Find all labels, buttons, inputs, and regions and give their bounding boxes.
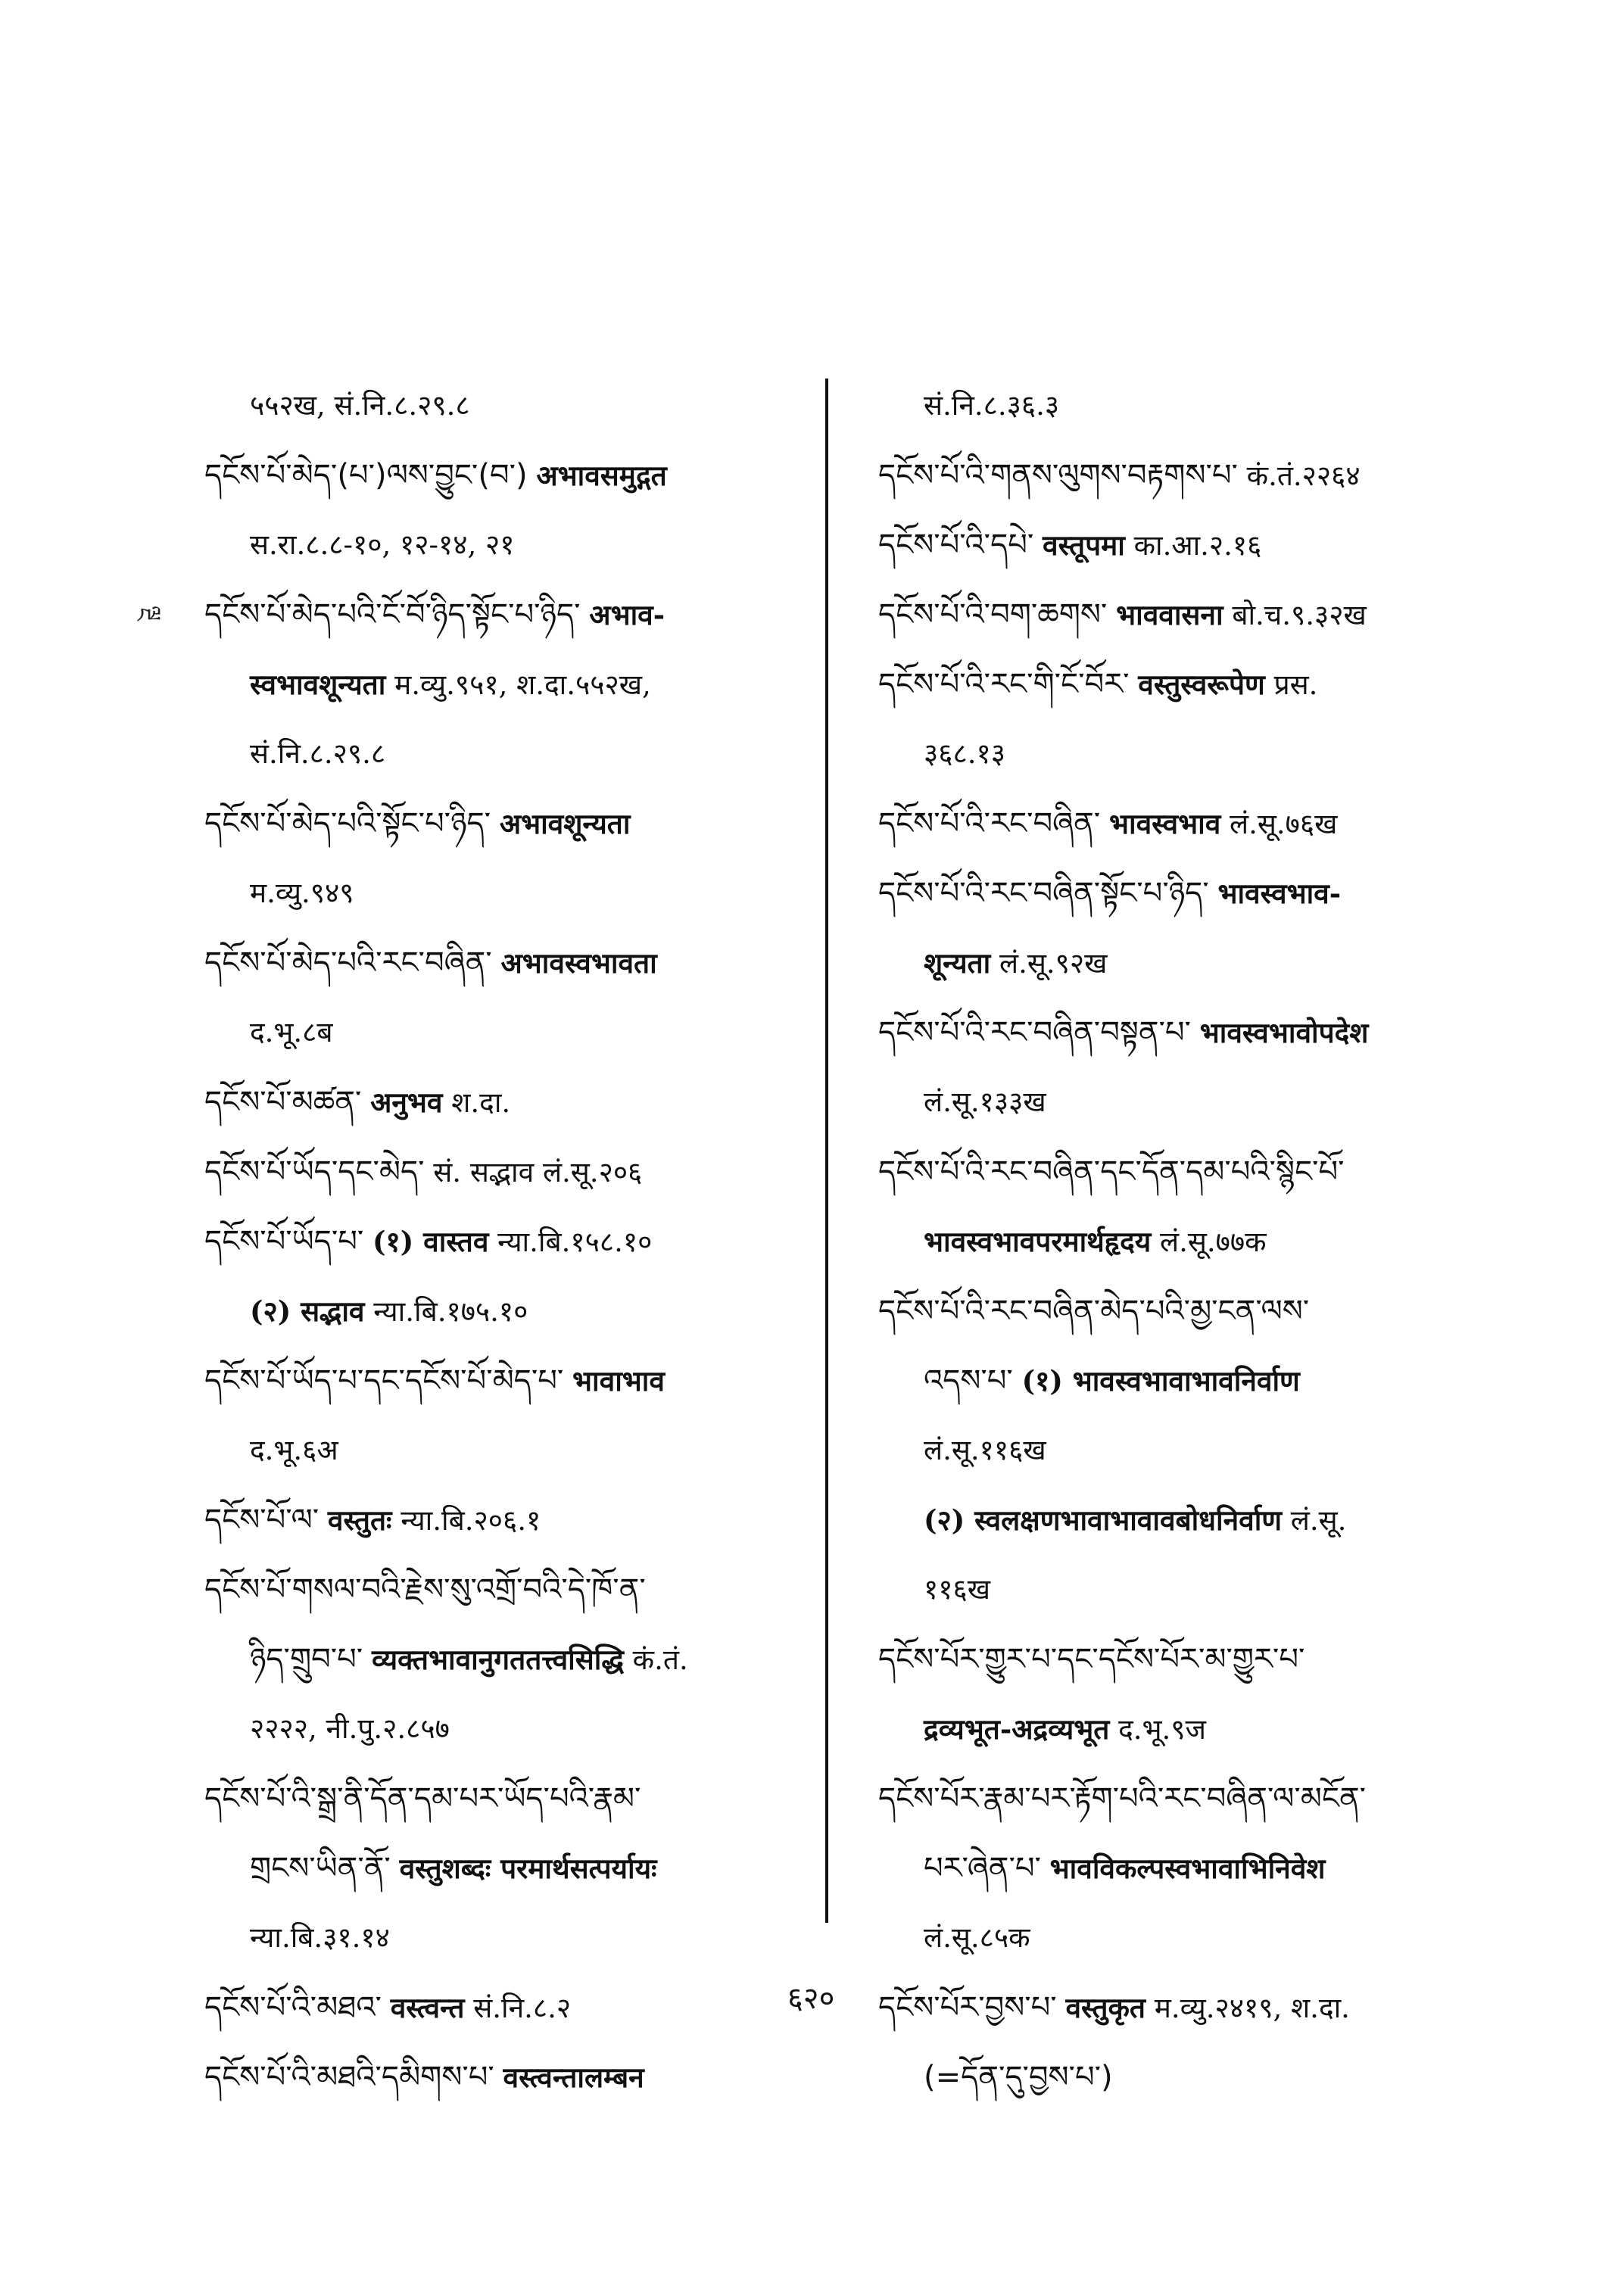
sanskrit-equivalent: अभाव- (589, 598, 665, 631)
entry-line (878, 1694, 1461, 1764)
entry-line (878, 998, 1461, 1067)
sanskrit-equivalent: भावस्वभाव (1108, 807, 1221, 840)
entry-line (878, 1973, 1461, 2042)
tibetan-headword: དངོས་པོར་བྱས་པ་ (878, 1990, 1057, 2025)
tibetan-headword: དངོས་པོ་འི་རང་བཞིན་དང་དོན་དམ་པའི་སྙིང་པོ་ (878, 1154, 1345, 1189)
sanskrit-equivalent: स्वभावशून्यता (250, 668, 386, 701)
source-reference: श.दा. (451, 1086, 511, 1119)
entry-line (204, 998, 818, 1067)
source-reference: लं.सू.११६ख (924, 1434, 1046, 1466)
sanskrit-equivalent: भावस्वभाव- (1217, 877, 1342, 910)
sanskrit-equivalent: भावस्वभावोपदेश (1199, 1016, 1369, 1049)
page-number: ६२० (787, 1981, 835, 2016)
source-reference: लं.सू.८५क (924, 1921, 1030, 1954)
tibetan-headword: དངོས་པོ་འི་རང་བཞིན་སྟོང་པ་ཉིད་ (878, 876, 1209, 911)
entry-line (878, 441, 1461, 510)
source-reference: म.व्यु.९४९ (250, 877, 354, 909)
entry-line (878, 858, 1461, 928)
source-reference: २२२२, नी.पु.२.८५७ (250, 1712, 450, 1745)
column-divider (825, 379, 828, 1923)
sanskrit-equivalent: शून्यता (924, 946, 991, 980)
entry-line (878, 580, 1461, 650)
source-reference: का.आ.२.१६ (1133, 529, 1262, 562)
tibetan-headword: དངོས་པོ་མཚན་ (204, 1085, 362, 1120)
tibetan-headword: དངོས་པོར་གྱུར་པ་དང་དངོས་པོར་མ་གྱུར་པ་ (878, 1642, 1305, 1677)
tibetan-headword: དངོས་པོ་ཡོད་པ་ (204, 1224, 364, 1259)
sanskrit-equivalent: (२) स्वलक्षणभावाभावावबोधनिर्वाण (924, 1503, 1283, 1537)
sanskrit-equivalent: वस्त्वन्त (390, 1991, 465, 2024)
entry-line (204, 1207, 818, 1276)
entry-line (878, 1416, 1461, 1485)
entry-line (204, 1833, 818, 1903)
entry-line (204, 1067, 818, 1137)
entry-line (204, 1137, 818, 1207)
tibetan-headword: གྲངས་ཡིན་ནོ་ (250, 1851, 391, 1886)
tibetan-headword: དངོས་པོ་འི་སྒྲ་ནི་དོན་དམ་པར་ཡོད་པའི་རྣམ་ (204, 1781, 641, 1816)
entry-line (878, 789, 1461, 858)
source-reference: बो.च.९.३२ख (1232, 599, 1367, 631)
tibetan-headword: དངོས་པོ་འི་རང་བཞིན་བསྟན་པ་ (878, 1015, 1191, 1050)
entry-line (204, 650, 818, 719)
entry-line (878, 1485, 1461, 1555)
tibetan-headword: དངོས་པོ་འི་རང་བཞིན་ (878, 806, 1101, 841)
source-reference: म.व्यु.९५१, श.दा.५५२ख, (394, 668, 651, 701)
source-reference: न्या.बि.१५८.१० (497, 1226, 653, 1258)
entry-line (878, 1346, 1461, 1416)
source-reference: द.भू.६अ (250, 1434, 338, 1466)
tibetan-headword: དངོས་པོ་འི་དཔེ་ (878, 528, 1034, 562)
source-reference: द.भू.८ब (250, 1016, 333, 1048)
entry-line (204, 858, 818, 928)
sanskrit-equivalent: भावस्वभावपरमार्थहृदय (924, 1225, 1152, 1258)
source-reference: न्या.बि.२०६.१ (401, 1504, 541, 1537)
tibetan-headword: དངོས་པོ་ཡོད་པ་དང་དངོས་པོ་མེད་པ་ (204, 1363, 564, 1398)
source-reference: लं.सू.७६ख (1230, 808, 1338, 840)
entry-line (878, 1207, 1461, 1276)
source-reference: लं.सू.९२ख (999, 947, 1108, 980)
sanskrit-equivalent: (१) भावस्वभावाभावनिर्वाण (1021, 1364, 1300, 1397)
source-reference: सं.नि.८.३६.३ (924, 389, 1060, 422)
tibetan-headword: དངོས་པོ་ལ་ (204, 1503, 320, 1537)
sanskrit-equivalent: अभावसमुद्गत (536, 459, 667, 492)
entry-line (204, 1973, 818, 2042)
tibetan-headword: དངོས་པོ་འི་བག་ཆགས་ (878, 597, 1108, 632)
entry-line (878, 719, 1461, 789)
entry-line (204, 1276, 818, 1346)
sanskrit-equivalent: भावविकल्पस्वभावाभिनिवेश (1049, 1852, 1326, 1885)
tibetan-headword: དངོས་པོར་རྣམ་པར་རྟོག་པའི་རང་བཞིན་ལ་མངོན་ (878, 1781, 1367, 1816)
sanskrit-equivalent: वस्तुतः (327, 1503, 392, 1537)
tibetan-headword: དངོས་པོ་མེད་པའི་རང་བཞིན་ (204, 946, 492, 980)
tibetan-headword: དངོས་པོ་འི་མཐའ་ (204, 1990, 382, 2025)
source-reference: सं.नि.८.२ (473, 1992, 572, 2024)
entry-line (204, 719, 818, 789)
sanskrit-equivalent: द्रव्यभूत-अद्रव्यभूत (924, 1712, 1110, 1746)
entry-line (878, 510, 1461, 580)
sanskrit-equivalent: (१) वास्तव (372, 1225, 489, 1258)
tibetan-headword: (=དོན་དུ་བྱས་པ་) (924, 2060, 1113, 2095)
tibetan-headword: དངོས་པོ་འི་མཐའི་དམིགས་པ་ (204, 2060, 494, 2095)
source-reference: लं.सू.१३३ख (924, 1086, 1046, 1118)
entry-line (878, 928, 1461, 998)
entry-line (878, 1764, 1461, 1833)
entry-line (878, 1137, 1461, 1207)
sanskrit-equivalent: अनुभव (370, 1086, 443, 1119)
sanskrit-equivalent: वस्त्वन्तालम्बन (503, 2061, 644, 2094)
tibetan-headword: ཉིད་གྲུབ་པ་ (250, 1642, 363, 1677)
sanskrit-equivalent: भाववासना (1116, 598, 1223, 631)
sanskrit-equivalent: व्यक्तभावानुगततत्त्वसिद्धि (371, 1643, 624, 1676)
right-column (878, 371, 1461, 2112)
entry-line (878, 2042, 1461, 2112)
sanskrit-equivalent: भावाभाव (572, 1364, 665, 1397)
source-reference: ३६८.१३ (924, 737, 1005, 770)
tibetan-headword: དངོས་པོ་གསལ་བའི་རྗེས་སུ་འགྲོ་བའི་དེ་ཁོ་ན་ (204, 1572, 646, 1607)
source-reference: द.भू.९ज (1118, 1713, 1206, 1746)
entry-line (878, 1903, 1461, 1973)
entry-line (878, 650, 1461, 719)
entry-line (878, 371, 1461, 441)
source-reference: कं.तं. (632, 1643, 688, 1676)
source-reference: प्रस. (1273, 668, 1318, 701)
sanskrit-equivalent: वस्तुकृत (1065, 1991, 1146, 2024)
entry-line (204, 1555, 818, 1625)
entry-line (204, 510, 818, 580)
margin-mark: ལྔ (139, 606, 165, 621)
entry-line (204, 1416, 818, 1485)
entry-line (204, 789, 818, 858)
tibetan-headword: དངོས་པོ་མེད་པའི་ངོ་བོ་ཉིད་སྟོང་པ་ཉིད་ (204, 597, 581, 632)
entry-line (204, 2042, 818, 2112)
tibetan-headword: དངོས་པོ་མེད་(པ་)ལས་བྱུང་(བ་) (204, 458, 528, 493)
source-reference: म.व्यु.२४१९, श.दा. (1154, 1992, 1350, 2024)
entry-line (204, 1485, 818, 1555)
source-reference: कं.तं.२२६४ (1246, 460, 1361, 492)
tibetan-headword: དངོས་པོ་འི་རང་བཞིན་མེད་པའི་མྱ་ངན་ལས་ (878, 1294, 1310, 1329)
entry-line (204, 1903, 818, 1973)
tibetan-headword: དངོས་པོ་འི་གནས་ལུགས་བརྟགས་པ་ (878, 458, 1238, 493)
entry-line (204, 1625, 818, 1694)
source-reference: लं.सू. (1290, 1504, 1347, 1537)
tibetan-headword: དངོས་པོ་ཡོད་དང་མེད་ (204, 1154, 425, 1189)
sanskrit-equivalent: वस्तूपमा (1043, 528, 1125, 562)
source-reference: ११६ख (924, 1573, 990, 1606)
sanskrit-equivalent: (२) सद्भाव (250, 1294, 365, 1328)
entry-line (204, 580, 818, 650)
sanskrit-equivalent: अभावस्वभावता (500, 946, 657, 980)
entry-line (204, 1346, 818, 1416)
entry-line (204, 1694, 818, 1764)
entry-line (878, 1833, 1461, 1903)
entry-line (204, 371, 818, 441)
entry-line (878, 1625, 1461, 1694)
entry-line (878, 1555, 1461, 1625)
source-reference: न्या.बि.३१.१४ (250, 1921, 390, 1954)
left-column (204, 371, 818, 2112)
tibetan-headword: པར་ཞེན་པ་ (924, 1851, 1041, 1886)
entry-line (878, 1276, 1461, 1346)
entry-line (204, 1764, 818, 1833)
source-reference: स.रा.८.८-१०, १२-१४, २१ (250, 528, 515, 561)
source-reference: सं. सद्भाव लं.सू.२०६ (433, 1156, 643, 1189)
sanskrit-equivalent: अभावशून्यता (499, 807, 631, 840)
entry-line (878, 1067, 1461, 1137)
entry-line (204, 441, 818, 510)
sanskrit-equivalent: वस्तुशब्दः परमार्थसत्पर्यायः (399, 1852, 657, 1885)
entry-line (204, 928, 818, 998)
tibetan-headword: འདས་པ་ (924, 1363, 1013, 1398)
tibetan-headword: དངོས་པོ་འི་རང་གི་ངོ་བོར་ (878, 667, 1130, 702)
tibetan-headword: དངོས་པོ་མེད་པའི་སྟོང་པ་ཉིད་ (204, 806, 491, 841)
source-reference: न्या.बि.१७५.१० (373, 1295, 528, 1328)
sanskrit-equivalent: वस्तुस्वरूपेण (1138, 668, 1265, 701)
source-reference: लं.सू.७७क (1160, 1226, 1267, 1258)
source-reference: ५५२ख, सं.नि.८.२९.८ (250, 389, 470, 422)
source-reference: सं.नि.८.२९.८ (250, 737, 386, 770)
